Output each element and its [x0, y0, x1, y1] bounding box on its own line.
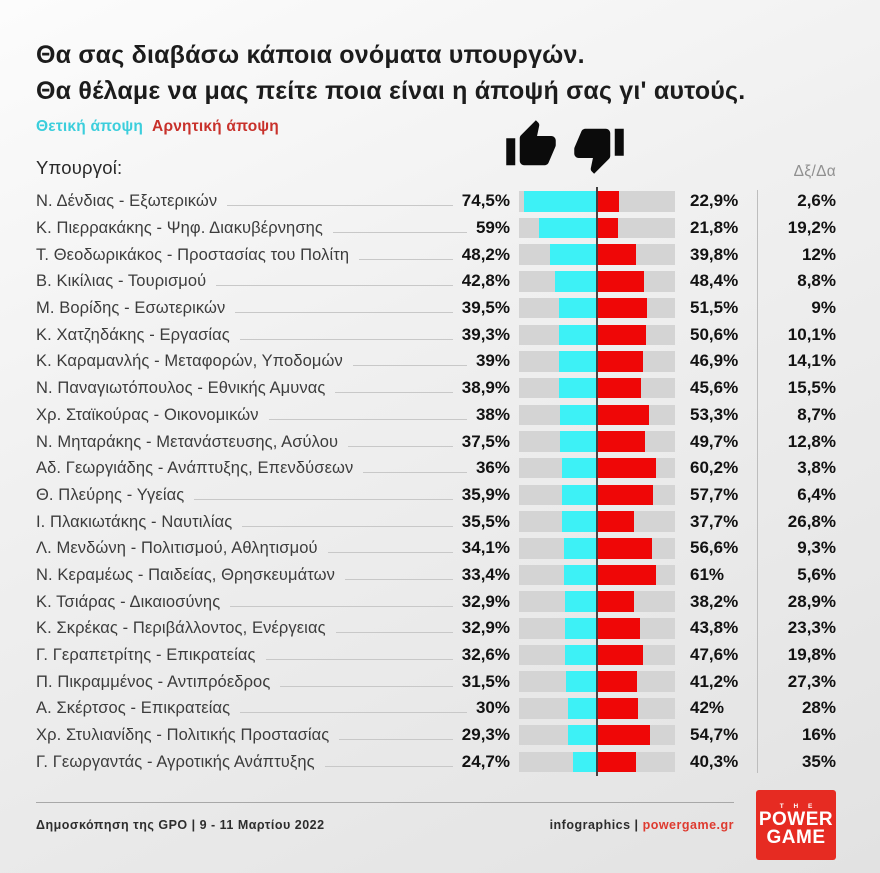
negative-bar: [597, 698, 638, 719]
positive-value: 32,9%: [461, 591, 510, 611]
positive-bar: [562, 511, 597, 532]
negative-value: 37,7%: [690, 511, 739, 531]
dk-value: 8,8%: [797, 271, 836, 291]
negative-bar: [597, 271, 644, 292]
dk-value: 9,3%: [797, 538, 836, 558]
negative-bar: [597, 725, 650, 746]
negative-value: 41,2%: [690, 671, 739, 691]
minister-row: [36, 375, 836, 402]
dk-value: 3,8%: [797, 458, 836, 478]
title-line-1: Θα σας διαβάσω κάποια ονόματα υπουργών.: [36, 41, 585, 69]
negative-bar: [597, 645, 643, 666]
negative-value: 47,6%: [690, 645, 739, 665]
dk-value: 28,9%: [787, 591, 836, 611]
negative-value: 42%: [690, 698, 725, 718]
positive-value: 34,1%: [461, 538, 510, 558]
credits: [550, 818, 734, 832]
negative-bar: [597, 591, 634, 612]
negative-bar: [597, 405, 649, 426]
leader-line: [240, 339, 453, 340]
positive-bar: [568, 725, 597, 746]
logo-game: GAME: [766, 827, 826, 849]
negative-value: 21,8%: [690, 218, 739, 238]
negative-value: 40,3%: [690, 751, 739, 771]
minister-name: Ν. Παναγιωτόπουλος - Εθνικής Αμυνας: [36, 379, 326, 398]
leader-line: [194, 499, 452, 500]
dk-column-header: Δξ/Δα: [793, 163, 836, 180]
minister-row: [36, 348, 836, 375]
dk-value: 19,8%: [787, 645, 836, 665]
minister-row: [36, 722, 836, 749]
positive-bar: [559, 351, 597, 372]
leader-line: [339, 739, 452, 740]
columns-header: [36, 157, 836, 183]
negative-bar: [597, 325, 646, 346]
negative-value: 22,9%: [690, 191, 739, 211]
leader-line: [328, 552, 453, 553]
positive-value: 29,3%: [461, 725, 510, 745]
page-title: [36, 38, 836, 109]
minister-row: [36, 188, 836, 215]
leader-line: [335, 392, 452, 393]
minister-row: [36, 402, 836, 429]
positive-bar: [559, 298, 598, 319]
negative-bar: [597, 431, 645, 452]
minister-name: Γ. Γεωργαντάς - Αγροτικής Ανάπτυξης: [36, 752, 315, 771]
minister-row: [36, 321, 836, 348]
negative-value: 39,8%: [690, 244, 739, 264]
dk-value: 15,5%: [787, 378, 836, 398]
leader-line: [333, 232, 467, 233]
negative-value: 57,7%: [690, 484, 739, 504]
dk-value: 5,6%: [797, 564, 836, 584]
negative-value: 51,5%: [690, 298, 739, 318]
leader-line: [280, 686, 452, 687]
negative-bar: [597, 191, 619, 212]
thumbs-down-icon: [572, 122, 626, 176]
positive-bar: [562, 458, 597, 479]
leader-line: [353, 365, 467, 366]
positive-bar: [524, 191, 597, 212]
minister-row: [36, 642, 836, 669]
dk-value: 9%: [811, 298, 836, 318]
survey-source-text: Δημοσκόπηση της GPO | 9 - 11 Μαρτίου 2022: [36, 818, 325, 833]
minister-name: Κ. Χατζηδάκης - Εργασίας: [36, 325, 230, 344]
negative-value: 45,6%: [690, 378, 739, 398]
positive-bar: [565, 645, 597, 666]
ministers-column-header: Υπουργοί:: [36, 157, 123, 178]
leader-line: [336, 632, 453, 633]
positive-value: 35,9%: [461, 484, 510, 504]
minister-row: [36, 428, 836, 455]
minister-name: Α. Σκέρτσος - Επικρατείας: [36, 699, 231, 718]
legend-positive-label: Θετική άποψη: [36, 118, 144, 135]
negative-bar: [597, 538, 652, 559]
minister-name: Ι. Πλακιωτάκης - Ναυτιλίας: [36, 512, 233, 531]
dk-value: 8,7%: [797, 404, 836, 424]
dk-value: 19,2%: [787, 218, 836, 238]
dk-value: 10,1%: [787, 324, 836, 344]
minister-name: Τ. Θεοδωρικάκος - Προστασίας του Πολίτη: [36, 245, 350, 264]
leader-line: [363, 472, 467, 473]
powergame-link[interactable]: powergame.gr: [642, 818, 734, 833]
negative-value: 38,2%: [690, 591, 739, 611]
positive-bar: [550, 244, 597, 265]
minister-row: [36, 455, 836, 482]
positive-value: 35,5%: [461, 511, 510, 531]
powergame-logo[interactable]: [756, 790, 836, 860]
minister-row: [36, 695, 836, 722]
footer: [36, 802, 836, 860]
positive-bar: [564, 538, 597, 559]
leader-line: [359, 259, 453, 260]
leader-line: [348, 446, 453, 447]
minister-row: [36, 748, 836, 775]
dk-value: 6,4%: [797, 484, 836, 504]
minister-name: Β. Κικίλιας - Τουρισμού: [36, 272, 207, 291]
dk-value: 14,1%: [787, 351, 836, 371]
logo-the: T H E: [779, 803, 817, 811]
negative-value: 61%: [690, 564, 725, 584]
negative-bar: [597, 244, 636, 265]
positive-value: 39%: [475, 351, 510, 371]
minister-row: [36, 508, 836, 535]
dk-value: 12,8%: [787, 431, 836, 451]
negative-value: 46,9%: [690, 351, 739, 371]
positive-bar: [559, 378, 597, 399]
positive-value: 38%: [475, 404, 510, 424]
positive-bar: [560, 405, 597, 426]
leader-line: [269, 419, 467, 420]
minister-row: [36, 562, 836, 589]
minister-row: [36, 615, 836, 642]
legend-negative-label: Αρνητική άποψη: [152, 118, 279, 135]
minister-name: Ν. Δένδιας - Εξωτερικών: [36, 192, 218, 211]
minister-row: [36, 268, 836, 295]
positive-value: 32,9%: [461, 618, 510, 638]
minister-name: Μ. Βορίδης - Εσωτερικών: [36, 299, 226, 318]
minister-row: [36, 535, 836, 562]
negative-value: 49,7%: [690, 431, 739, 451]
negative-value: 53,3%: [690, 404, 739, 424]
leader-line: [230, 606, 453, 607]
leader-line: [235, 312, 452, 313]
legend: [36, 118, 836, 136]
positive-value: 38,9%: [461, 378, 510, 398]
negative-bar: [597, 351, 643, 372]
positive-value: 32,6%: [461, 645, 510, 665]
minister-row: [36, 241, 836, 268]
positive-value: 42,8%: [461, 271, 510, 291]
positive-bar: [565, 591, 597, 612]
negative-value: 43,8%: [690, 618, 739, 638]
minister-name: Κ. Σκρέκας - Περιβάλλοντος, Ενέργειας: [36, 619, 326, 638]
positive-value: 31,5%: [461, 671, 510, 691]
positive-value: 59%: [475, 218, 510, 238]
negative-value: 54,7%: [690, 725, 739, 745]
minister-row: [36, 482, 836, 509]
positive-bar: [555, 271, 597, 292]
leader-line: [325, 766, 453, 767]
leader-line: [227, 205, 453, 206]
minister-name: Αδ. Γεωργιάδης - Ανάπτυξης, Επενδύσεων: [36, 459, 354, 478]
negative-bar: [597, 565, 656, 586]
bar-center-axis: [596, 187, 598, 776]
negative-bar: [597, 671, 637, 692]
dk-value: 27,3%: [787, 671, 836, 691]
positive-bar: [565, 618, 597, 639]
minister-name: Ν. Μηταράκης - Μετανάστευσης, Ασύλου: [36, 432, 339, 451]
positive-value: 36%: [475, 458, 510, 478]
positive-value: 37,5%: [461, 431, 510, 451]
negative-value: 60,2%: [690, 458, 739, 478]
leader-line: [242, 526, 452, 527]
positive-value: 30%: [475, 698, 510, 718]
positive-bar: [559, 325, 597, 346]
leader-line: [345, 579, 453, 580]
positive-bar: [560, 431, 597, 452]
dk-value: 23,3%: [787, 618, 836, 638]
positive-bar: [562, 485, 597, 506]
minister-name: Λ. Μενδώνη - Πολιτισμού, Αθλητισμού: [36, 539, 318, 558]
minister-name: Χρ. Στυλιανίδης - Πολιτικής Προστασίας: [36, 726, 330, 745]
ministers-chart: [36, 188, 836, 775]
positive-bar: [568, 698, 597, 719]
minister-name: Κ. Καραμανλής - Μεταφορών, Υποδομών: [36, 352, 343, 371]
negative-bar: [597, 618, 640, 639]
negative-value: 56,6%: [690, 538, 739, 558]
positive-value: 39,5%: [461, 298, 510, 318]
minister-name: Ν. Κεραμέως - Παιδείας, Θρησκευμάτων: [36, 565, 335, 584]
dk-value: 26,8%: [787, 511, 836, 531]
dk-value: 28%: [801, 698, 836, 718]
positive-value: 39,3%: [461, 324, 510, 344]
minister-row: [36, 215, 836, 242]
dk-value: 12%: [801, 244, 836, 264]
leader-line: [216, 285, 453, 286]
positive-bar: [539, 218, 597, 239]
minister-name: Κ. Τσιάρας - Δικαιοσύνης: [36, 592, 221, 611]
minister-name: Κ. Πιερρακάκης - Ψηφ. Διακυβέρνησης: [36, 219, 323, 238]
positive-value: 48,2%: [461, 244, 510, 264]
minister-name: Π. Πικραμμένος - Αντιπρόεδρος: [36, 672, 271, 691]
positive-bar: [573, 752, 597, 773]
minister-row: [36, 588, 836, 615]
dk-value: 16%: [801, 725, 836, 745]
negative-value: 50,6%: [690, 324, 739, 344]
negative-bar: [597, 218, 618, 239]
negative-bar: [597, 378, 641, 399]
positive-value: 33,4%: [461, 564, 510, 584]
minister-name: Χρ. Σταϊκούρας - Οικονομικών: [36, 405, 259, 424]
logo-power: POWER: [758, 809, 834, 831]
positive-value: 24,7%: [461, 751, 510, 771]
negative-bar: [597, 511, 634, 532]
leader-line: [240, 712, 467, 713]
positive-bar: [564, 565, 597, 586]
minister-name: Γ. Γεραπετρίτης - Επικρατείας: [36, 646, 256, 665]
thumbs-up-icon: [504, 118, 558, 172]
footer-bar: [36, 802, 734, 832]
minister-name: Θ. Πλεύρης - Υγείας: [36, 485, 185, 504]
negative-bar: [597, 752, 636, 773]
positive-value: 74,5%: [461, 191, 510, 211]
dk-value: 2,6%: [797, 191, 836, 211]
credits-prefix: infographics |: [549, 818, 639, 833]
positive-bar: [566, 671, 597, 692]
negative-bar: [597, 485, 653, 506]
minister-row: [36, 295, 836, 322]
leader-line: [266, 659, 453, 660]
negative-value: 48,4%: [690, 271, 739, 291]
dk-column-divider: [757, 190, 758, 773]
negative-bar: [597, 458, 656, 479]
title-line-2: Θα θέλαμε να μας πείτε ποια είναι η άποψή σας γι' αυτούς.: [36, 76, 746, 105]
minister-row: [36, 668, 836, 695]
dk-value: 35%: [801, 751, 836, 771]
negative-bar: [597, 298, 647, 319]
